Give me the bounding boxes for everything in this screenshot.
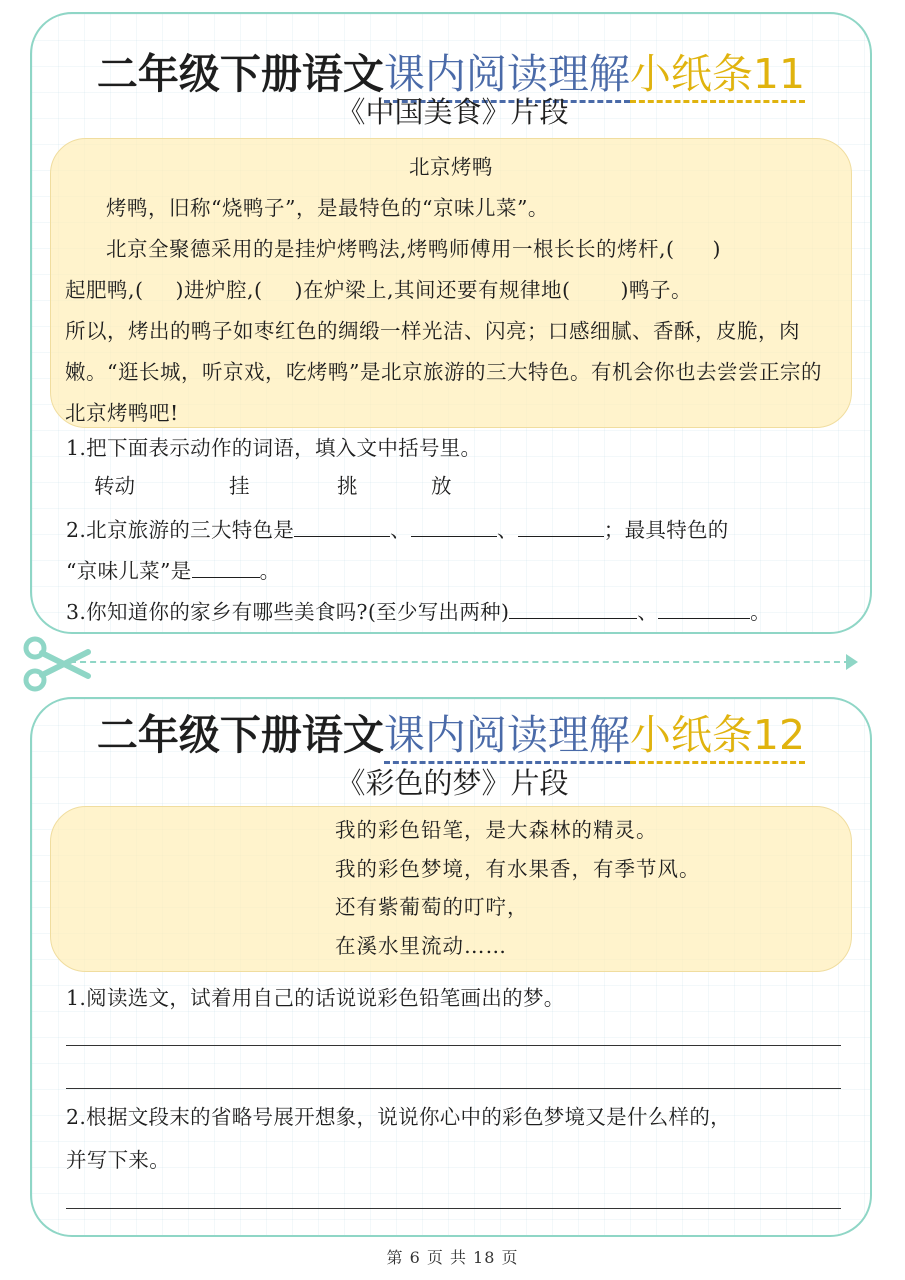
answer-blank[interactable]	[518, 514, 604, 537]
question-text: 、	[496, 518, 518, 542]
reading-passage	[50, 138, 852, 428]
word-option: 放	[431, 474, 452, 498]
passage-text: )鸭子。	[620, 278, 693, 302]
word-bank	[94, 466, 452, 507]
answer-line[interactable]	[66, 1088, 841, 1089]
word-option: 挂	[229, 474, 250, 498]
title-grade: 二年级下册语文	[96, 711, 384, 759]
question-text: 。	[259, 559, 281, 583]
question-2: 2.根据文段末的省略号展开想象，说说你心中的彩色梦境又是什么样的，	[66, 1105, 731, 1129]
answer-blank[interactable]	[192, 555, 260, 578]
title-grade: 二年级下册语文	[96, 50, 384, 98]
question-text: 2.北京旅游的三大特色是	[66, 518, 295, 542]
title-number: 小纸条12	[630, 711, 805, 764]
scissors-icon	[22, 636, 92, 692]
page-number: 第 6 页 共 18 页	[386, 1248, 519, 1267]
passage-text: 起肥鸭,(	[65, 278, 144, 302]
question-1: 1.把下面表示动作的词语，填入文中括号里。	[66, 436, 482, 460]
title-number: 小纸条11	[630, 50, 805, 103]
answer-blank[interactable]	[411, 514, 497, 537]
passage-source-title: 《彩色的梦》片段	[336, 766, 569, 800]
passage-heading: 北京烤鸭	[409, 155, 493, 179]
question-text: 。	[750, 600, 771, 624]
passage-text: )	[712, 237, 722, 261]
answer-blank[interactable]	[294, 514, 390, 537]
word-option: 转动	[94, 474, 135, 498]
poem-line: 还有紫葡萄的叮咛，	[335, 895, 529, 919]
poem-line: 我的彩色铅笔，是大森林的精灵。	[335, 818, 658, 842]
card-title	[32, 711, 870, 764]
passage-paragraph: 烤鸭，旧称“烧鸭子”，是最特色的“京味儿菜”。	[106, 196, 549, 220]
title-topic: 课内阅读理解	[384, 50, 630, 103]
cut-line	[70, 661, 850, 663]
question-1: 1.阅读选文，试着用自己的话说说彩色铅笔画出的梦。	[66, 986, 565, 1010]
passage-paragraph: 所以，烤出的鸭子如枣红色的绸缎一样光洁、闪亮；口感细腻、香酥，皮脆，肉嫩。“逛长城，听京戏，吃烤鸭”是北京旅游的三大特色。有机会你也去尝尝正宗的北京烤鸭吧!	[65, 319, 822, 425]
question-2-cont: 并写下来。	[66, 1148, 170, 1172]
question-3	[66, 592, 771, 633]
passage-text: )在炉梁上,其间还要有规律地(	[294, 278, 571, 302]
answer-blank[interactable]	[509, 596, 637, 619]
poem-line: 在溪水里流动……	[335, 933, 507, 958]
question-text: “京味儿菜”是	[66, 559, 192, 583]
poem-passage	[50, 806, 852, 972]
answer-line[interactable]	[66, 1045, 841, 1046]
question-text: 、	[637, 600, 659, 624]
passage-line	[65, 270, 837, 311]
question-text: ；最具特色的	[603, 518, 729, 542]
arrow-right-icon	[846, 654, 858, 670]
title-topic: 课内阅读理解	[384, 711, 630, 764]
word-option: 挑	[337, 474, 358, 498]
passage-paragraph	[65, 229, 837, 270]
passage-text: 北京全聚德采用的是挂炉烤鸭法,烤鸭师傅用一根长长的烤杆,(	[106, 237, 675, 261]
question-text: 、	[390, 518, 411, 542]
poem-line: 我的彩色梦境，有水果香，有季节风。	[335, 856, 701, 881]
question-text: 3.你知道你的家乡有哪些美食吗?(至少写出两种)	[66, 600, 510, 624]
question-2	[66, 510, 729, 551]
question-2-cont	[66, 551, 280, 592]
answer-blank[interactable]	[658, 596, 750, 619]
answer-line[interactable]	[66, 1208, 841, 1209]
passage-source-title: 《中国美食》片段	[336, 95, 569, 129]
passage-text: )进炉腔,(	[175, 278, 263, 302]
